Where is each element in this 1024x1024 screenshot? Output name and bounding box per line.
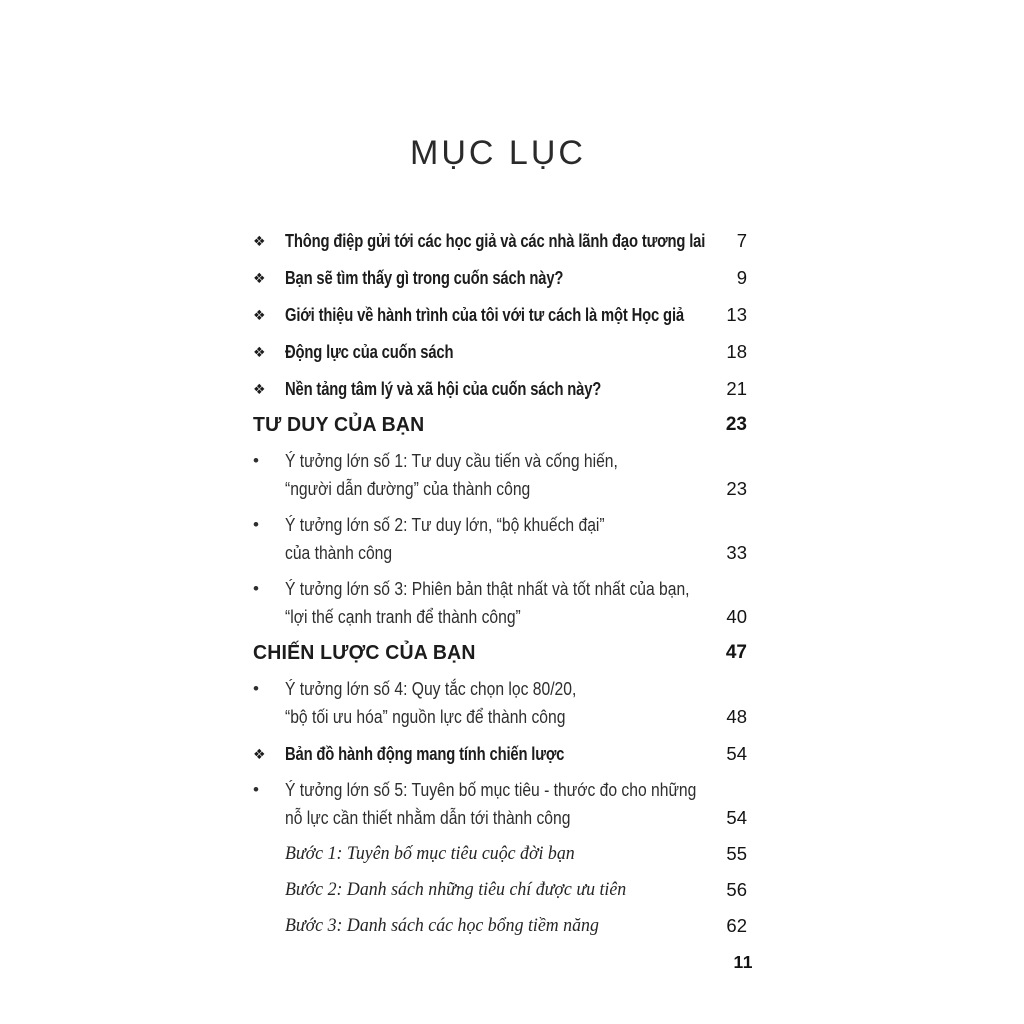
toc-entry-title — [285, 675, 701, 731]
toc-entry — [253, 300, 747, 329]
toc-entry-page-number: 47 — [725, 642, 747, 663]
toc-entry-title — [285, 301, 701, 329]
toc-entry-page-number: 21 — [726, 378, 747, 399]
page-number: 11 — [733, 952, 753, 972]
toc-entry-line: nỗ lực cần thiết nhằm dẫn tới thành công — [285, 808, 571, 828]
toc-entry-title — [285, 511, 701, 567]
toc-entry-line: Thông điệp gửi tới các học giả và các nhà lãnh đạo tương lai — [285, 230, 706, 251]
toc-entry-title — [285, 375, 701, 403]
toc-entry-page-number: 54 — [726, 743, 747, 764]
diamond-bullet-icon: ❖ — [253, 270, 266, 286]
toc-entry-page-number: 48 — [726, 706, 747, 727]
dot-bullet-icon: • — [253, 679, 259, 698]
dot-bullet-icon: • — [253, 451, 259, 470]
toc-entry-page-number: 23 — [725, 414, 747, 435]
toc-entry — [253, 840, 747, 868]
toc-entry-line: “lợi thế cạnh tranh để thành công” — [285, 607, 521, 627]
toc-entry — [253, 776, 747, 832]
toc-entry-title — [285, 447, 701, 503]
toc-entry-page-number: 40 — [726, 606, 747, 627]
toc-entry — [253, 374, 747, 403]
toc-entry-page-number: 9 — [736, 267, 747, 288]
toc-entry-line: Ý tưởng lớn số 4: Quy tắc chọn lọc 80/20, — [285, 679, 577, 699]
toc-entry-line: Động lực của cuốn sách — [285, 341, 454, 362]
toc-entry-line: TƯ DUY CỦA BẠN — [253, 413, 425, 436]
toc-entry — [253, 263, 747, 292]
toc-entry-line: Nền tảng tâm lý và xã hội của cuốn sách này? — [285, 378, 602, 399]
toc-entry-line: Ý tưởng lớn số 1: Tư duy cầu tiến và cống hiến, — [285, 451, 618, 471]
toc-entry — [253, 337, 747, 366]
toc-entry — [253, 447, 747, 503]
toc-section-heading — [253, 411, 747, 439]
toc-entry-line: “người dẫn đường” của thành công — [285, 479, 531, 499]
toc-entry-line: Bản đồ hành động mang tính chiến lược — [285, 743, 565, 764]
toc-list — [253, 226, 747, 948]
toc-entry — [253, 675, 747, 731]
toc-entry-line: Bước 1: Tuyên bố mục tiêu cuộc đời bạn — [285, 843, 575, 864]
diamond-bullet-icon: ❖ — [253, 307, 266, 323]
toc-entry-title — [285, 740, 701, 768]
diamond-bullet-icon: ❖ — [253, 381, 266, 397]
toc-entry-title — [285, 776, 701, 832]
toc-entry-line: Bạn sẽ tìm thấy gì trong cuốn sách này? — [285, 267, 564, 288]
page-title: MỤC LỤC — [410, 134, 586, 172]
toc-entry-title — [285, 840, 701, 868]
toc-entry-line: Bước 3: Danh sách các học bổng tiềm năng — [285, 915, 599, 936]
toc-entry-title — [253, 639, 701, 667]
diamond-bullet-icon: ❖ — [253, 233, 266, 249]
toc-entry-page-number: 54 — [726, 807, 747, 828]
toc-entry-page-number: 18 — [726, 341, 747, 362]
diamond-bullet-icon: ❖ — [253, 344, 266, 360]
toc-entry-line: CHIẾN LƯỢC CỦA BẠN — [253, 641, 476, 664]
toc-entry-title — [285, 912, 701, 940]
toc-entry-title — [285, 264, 701, 292]
toc-entry-line: Ý tưởng lớn số 3: Phiên bản thật nhất và tốt nhất của bạn, — [285, 579, 690, 599]
dot-bullet-icon: • — [253, 579, 259, 598]
toc-entry-page-number: 33 — [726, 542, 747, 563]
toc-entry-line: của thành công — [285, 543, 393, 563]
toc-entry-page-number: 7 — [736, 230, 747, 251]
toc-entry-title — [253, 411, 701, 439]
toc-section-heading — [253, 639, 747, 667]
toc-entry — [253, 511, 747, 567]
dot-bullet-icon: • — [253, 515, 259, 534]
toc-entry-page-number: 56 — [726, 879, 747, 900]
toc-entry-title — [285, 338, 701, 366]
toc-entry — [253, 912, 747, 940]
toc-entry-line: Bước 2: Danh sách những tiêu chí được ưu tiên — [285, 879, 627, 900]
toc-entry — [253, 739, 747, 768]
toc-entry-page-number: 55 — [726, 843, 747, 864]
toc-entry-line: “bộ tối ưu hóa” nguồn lực để thành công — [285, 707, 566, 727]
toc-entry-line: Ý tưởng lớn số 2: Tư duy lớn, “bộ khuếch đại” — [285, 515, 605, 535]
dot-bullet-icon: • — [253, 780, 259, 799]
toc-entry-title — [285, 227, 706, 255]
toc-entry — [253, 575, 747, 631]
toc-entry-page-number: 13 — [726, 304, 747, 325]
toc-entry-line: Giới thiệu về hành trình của tôi với tư cách là một Học giả — [285, 304, 684, 325]
toc-entry-title — [285, 575, 701, 631]
toc-entry — [253, 226, 747, 255]
toc-entry-line: Ý tưởng lớn số 5: Tuyên bố mục tiêu - thước đo cho những — [285, 780, 697, 800]
toc-entry-page-number: 62 — [726, 915, 747, 936]
diamond-bullet-icon: ❖ — [253, 746, 266, 762]
toc-entry — [253, 876, 747, 904]
toc-entry-title — [285, 876, 701, 904]
toc-entry-page-number: 23 — [726, 478, 747, 499]
